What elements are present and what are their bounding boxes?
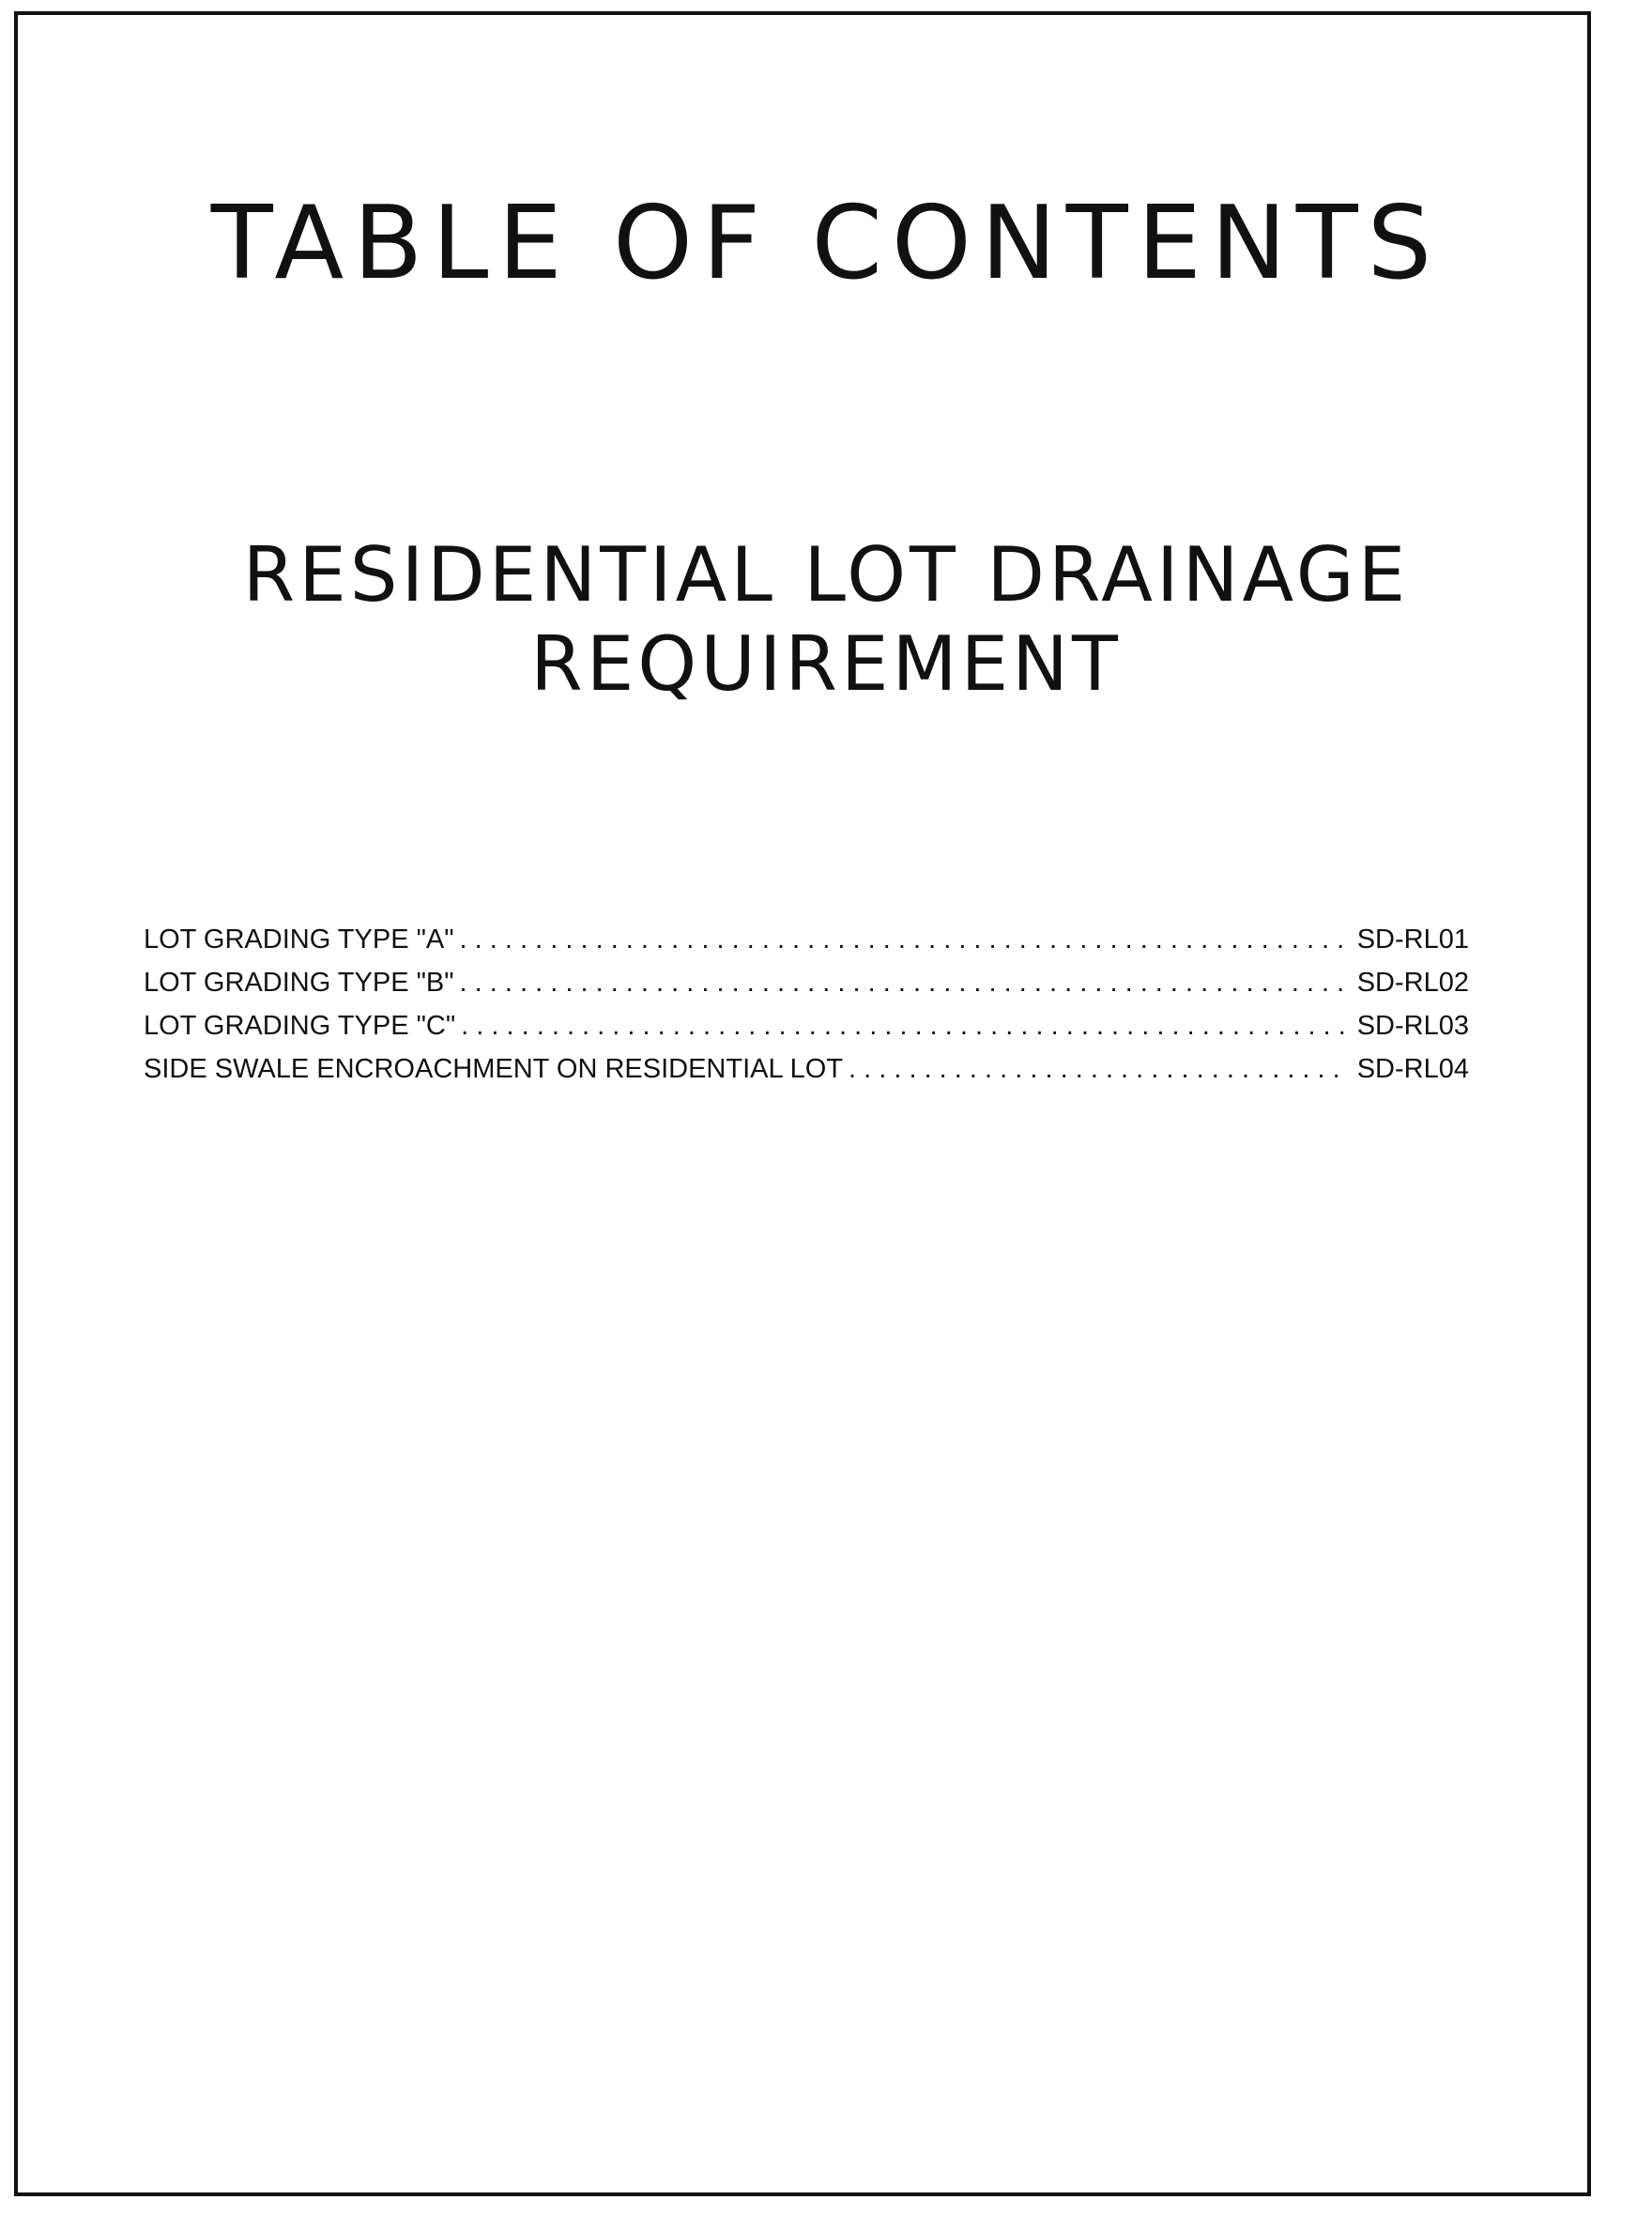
toc-entry-label: LOT GRADING TYPE "C" [144,1011,456,1041]
sheet-border [14,11,1591,2196]
toc-dot-leader [461,1011,1350,1042]
page-title: TABLE OF CONTENTS [210,185,1442,303]
toc-entry[interactable] [144,968,1469,1011]
toc-entry-label: LOT GRADING TYPE "A" [144,924,454,955]
toc-entry[interactable] [144,924,1469,968]
toc-entry-code: SD-RL03 [1356,1011,1469,1041]
toc-entry[interactable] [144,1011,1469,1054]
toc-entry-label: LOT GRADING TYPE "B" [144,968,454,998]
toc-list [144,924,1469,1097]
section-heading-line-1: RESIDENTIAL LOT DRAINAGE [242,531,1410,619]
toc-dot-leader [849,1054,1350,1085]
section-heading [0,530,1652,709]
toc-entry-code: SD-RL01 [1356,924,1469,955]
toc-entry-label: SIDE SWALE ENCROACHMENT ON RESIDENTIAL LOT [144,1054,843,1084]
toc-dot-leader [460,924,1350,955]
toc-entry[interactable] [144,1054,1469,1097]
section-heading-line-2: REQUIREMENT [530,620,1122,708]
toc-entry-code: SD-RL02 [1356,968,1469,998]
toc-dot-leader [460,968,1350,999]
toc-entry-code: SD-RL04 [1356,1054,1469,1084]
